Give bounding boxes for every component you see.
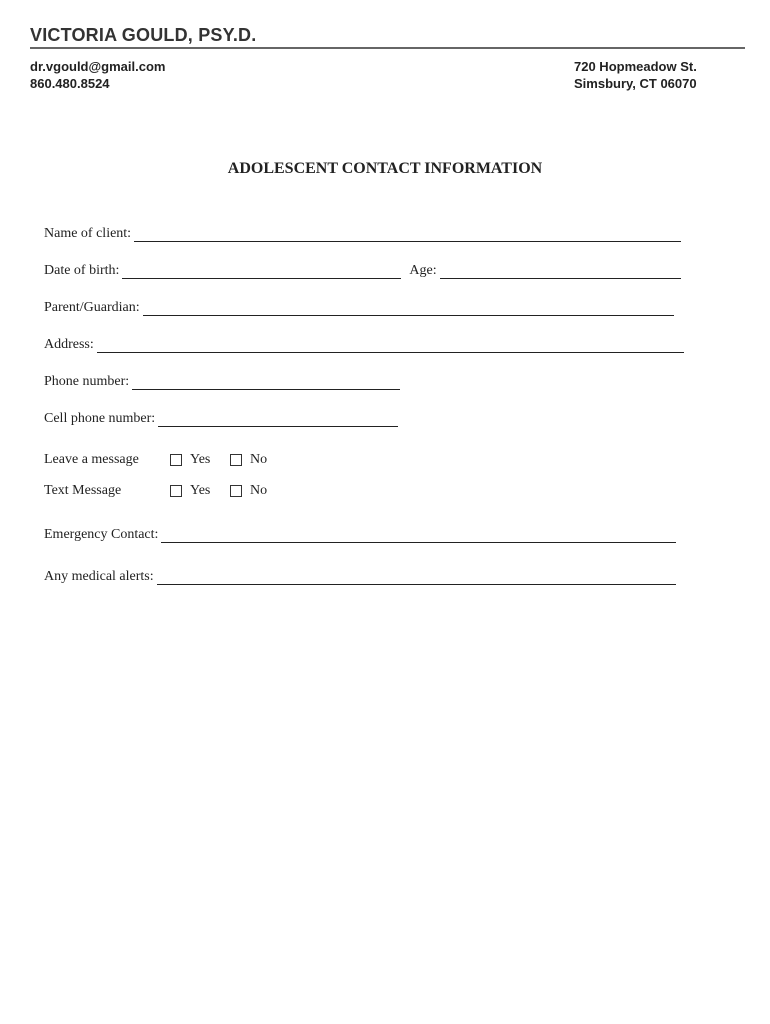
emergency-row xyxy=(44,525,676,543)
header-divider xyxy=(30,47,745,49)
address-label: Address: xyxy=(44,337,94,352)
client-name-row xyxy=(44,224,681,242)
leave-message-no-checkbox[interactable] xyxy=(230,454,242,466)
leave-message-row xyxy=(44,452,344,470)
dob-age-row xyxy=(44,261,681,279)
phone-field[interactable] xyxy=(132,375,400,390)
emergency-field[interactable] xyxy=(161,528,676,543)
address-field[interactable] xyxy=(97,338,684,353)
leave-message-yes-checkbox[interactable] xyxy=(170,454,182,466)
text-message-label: Text Message xyxy=(44,483,122,498)
leave-message-label: Leave a message xyxy=(44,452,139,467)
cell-row xyxy=(44,409,398,427)
text-message-no-label: No xyxy=(250,483,268,498)
cell-label: Cell phone number: xyxy=(44,411,156,426)
client-name-label: Name of client: xyxy=(44,226,132,241)
text-message-no-checkbox[interactable] xyxy=(230,485,242,497)
emergency-label: Emergency Contact: xyxy=(44,527,159,542)
phone-text: 860.480.8524 xyxy=(30,76,110,91)
phone-row xyxy=(44,372,400,390)
office-address xyxy=(574,58,697,92)
medical-row xyxy=(44,567,676,585)
address-line-1: 720 Hopmeadow St. xyxy=(574,59,697,74)
age-label: Age: xyxy=(409,263,437,278)
leave-message-yes-label: Yes xyxy=(190,452,211,467)
parent-label: Parent/Guardian: xyxy=(44,300,140,315)
dob-label: Date of birth: xyxy=(44,263,120,278)
medical-label: Any medical alerts: xyxy=(44,569,154,584)
text-message-yes-label: Yes xyxy=(190,483,211,498)
dob-field[interactable] xyxy=(122,264,401,279)
cell-field[interactable] xyxy=(158,412,398,427)
parent-row xyxy=(44,298,674,316)
medical-field[interactable] xyxy=(157,570,676,585)
address-row xyxy=(44,335,684,353)
text-message-yes-checkbox[interactable] xyxy=(170,485,182,497)
parent-field[interactable] xyxy=(143,301,674,316)
age-field[interactable] xyxy=(440,264,681,279)
practitioner-name: VICTORIA GOULD, PSY.D. xyxy=(30,25,257,45)
phone-label: Phone number: xyxy=(44,374,130,389)
form-title: ADOLESCENT CONTACT INFORMATION xyxy=(227,160,543,177)
text-message-row xyxy=(44,483,344,501)
email-text: dr.vgould@gmail.com xyxy=(30,59,166,74)
contact-info xyxy=(30,58,165,92)
address-line-2: Simsbury, CT 06070 xyxy=(574,76,697,91)
client-name-field[interactable] xyxy=(134,227,681,242)
leave-message-no-label: No xyxy=(250,452,268,467)
